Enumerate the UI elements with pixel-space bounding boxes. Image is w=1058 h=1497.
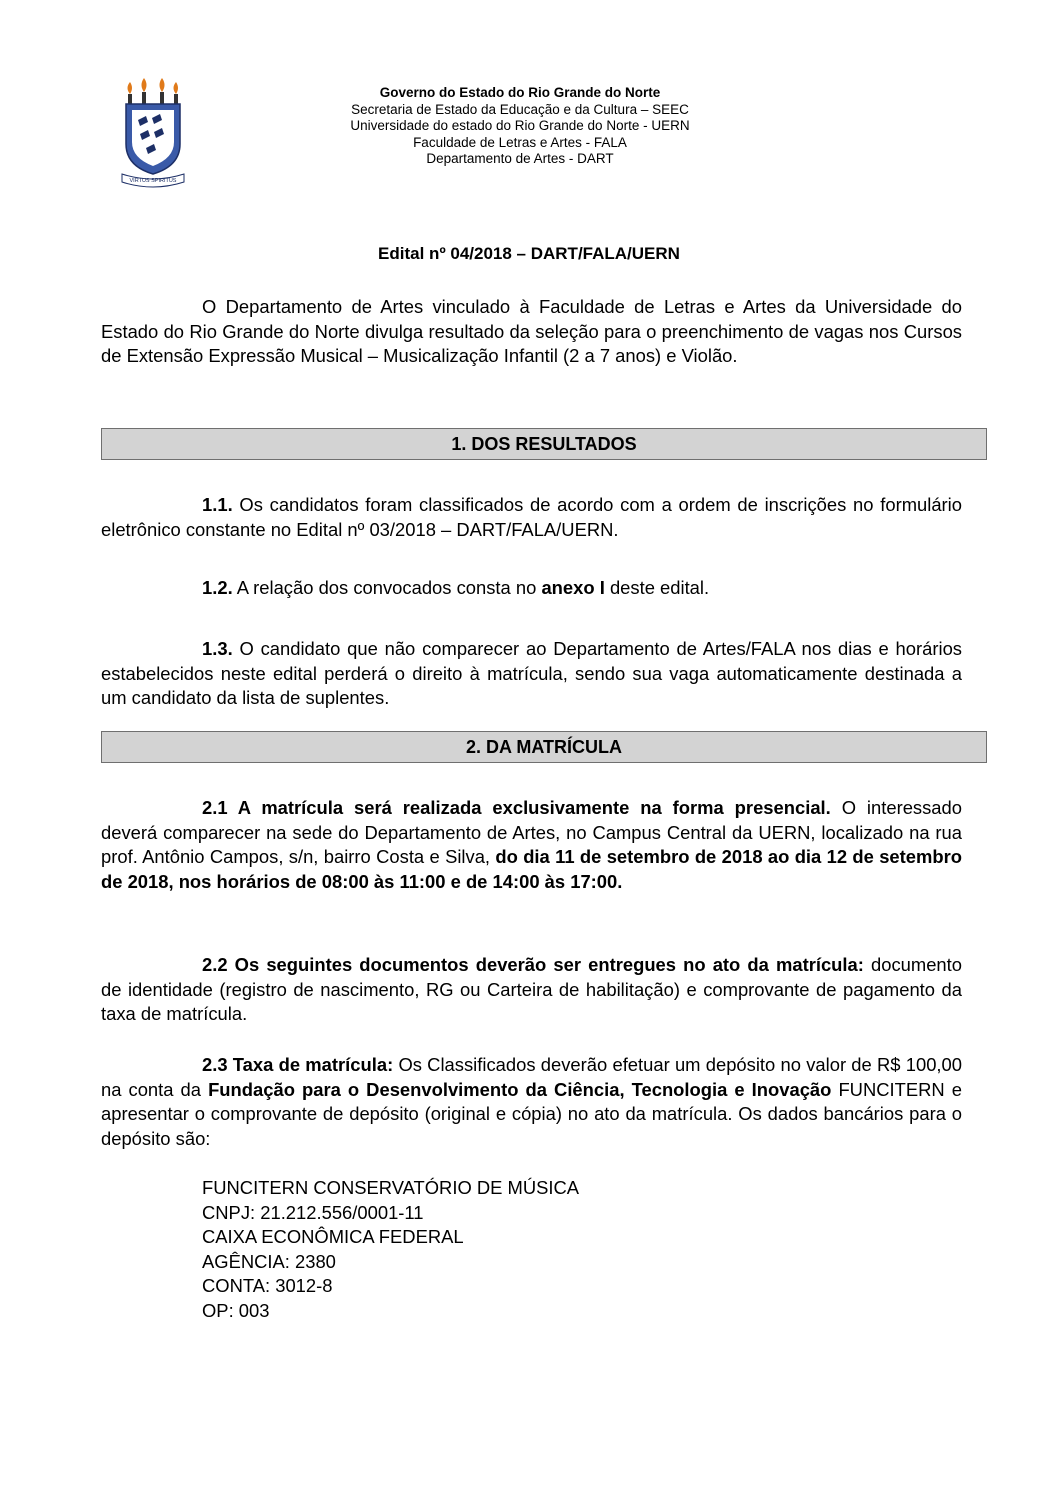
university-crest-logo <box>120 76 186 188</box>
paragraph-2-3-foundation: Fundação para o Desenvolvimento da Ciência, Tecnologia e Inovação <box>208 1078 832 1100</box>
paragraph-2-1 <box>101 796 962 894</box>
bank-account-name: FUNCITERN CONSERVATÓRIO DE MÚSICA <box>202 1177 580 1198</box>
paragraph-1-3 <box>101 637 962 711</box>
bank-operation: OP: 003 <box>202 1299 270 1321</box>
paragraph-1-2-text-a: A relação dos convocados consta no <box>232 577 542 598</box>
paragraph-1-3-text: O candidato que não comparecer ao Departamento de Artes/FALA nos dias e horários estabelecidos neste edital perderá o direito à matrícula, sendo sua vaga automaticamente destinada a um candidato da lista de suplentes. <box>101 638 962 708</box>
paragraph-2-2 <box>101 953 962 1027</box>
institution-header <box>240 85 800 168</box>
paragraph-2-3-lead: 2.3 Taxa de matrícula: <box>202 1054 394 1075</box>
paragraph-1-1-number: 1.1. <box>202 494 233 515</box>
header-line-3: Universidade do estado do Rio Grande do Norte - UERN <box>350 118 690 134</box>
bank-account: CONTA: 3012-8 <box>202 1275 333 1296</box>
paragraph-2-2-text: documento de identidade (registro de nascimento, RG ou Carteira de habilitação) e comprovante de pagamento da taxa de matrícula. <box>101 954 962 1024</box>
paragraph-1-1 <box>101 493 962 542</box>
paragraph-2-1-text: O interessado deverá comparecer na sede do Departamento de Artes, no Campus Central da UERN, localizado na rua prof. Antônio Campos, s/n, bairro Costa e Silva, <box>101 797 962 867</box>
crest-motto: VIRTUS SPIRITUS <box>129 178 177 184</box>
bank-agency: AGÊNCIA: 2380 <box>202 1250 336 1272</box>
paragraph-2-3 <box>101 1053 962 1151</box>
header-line-1: Governo do Estado do Rio Grande do Norte <box>379 85 661 100</box>
paragraph-2-3-text-b: FUNCITERN e apresentar o comprovante de depósito (original e cópia) no ato da matrícula. Os dados bancários para o depósito são: <box>101 1078 962 1149</box>
section-2-heading: 2. DA MATRÍCULA <box>101 731 987 763</box>
paragraph-2-1-dates: do dia 11 de setembro de 2018 ao dia 12 de setembro de 2018, nos horários de 08:00 às 11:00 e de 14:00 às 17:00. <box>101 846 962 892</box>
paragraph-1-2-number: 1.2. <box>202 577 233 598</box>
header-line-4: Faculdade de Letras e Artes - FALA <box>413 134 627 150</box>
header-line-5: Departamento de Artes - DART <box>426 151 614 167</box>
document-title: Edital nº 04/2018 – DART/FALA/UERN <box>378 244 680 263</box>
paragraph-1-2-text-b: deste edital. <box>604 577 710 598</box>
paragraph-1-2 <box>101 576 962 601</box>
paragraph-2-3-text-a: Os Classificados deverão efetuar um depósito no valor de R$ 100,00 na conta da <box>101 1054 962 1100</box>
paragraph-1-3-number: 1.3. <box>202 638 233 659</box>
header-line-2: Secretaria de Estado da Educação e da Cultura – SEEC <box>351 101 689 117</box>
bank-details <box>202 1176 579 1323</box>
bank-cnpj: CNPJ: 21.212.556/0001-11 <box>202 1201 424 1223</box>
paragraph-1-1-text: Os candidatos foram classificados de acordo com a ordem de inscrições no formulário eletrônico constante no Edital nº 03/2018 – DART/FALA/UERN. <box>101 494 962 540</box>
section-1-heading: 1. DOS RESULTADOS <box>101 428 987 460</box>
bank-name: CAIXA ECONÔMICA FEDERAL <box>202 1226 464 1247</box>
intro-text: O Departamento de Artes vinculado à Faculdade de Letras e Artes da Universidade do Estado do Rio Grande do Norte divulga resultado da seleção para o preenchimento de vagas nos Cursos de Extensão Expressão Musical – Musicalização Infantil (2 a 7 anos) e Violão. <box>101 296 962 366</box>
paragraph-2-2-lead: 2.2 Os seguintes documentos deverão ser entregues no ato da matrícula: <box>202 954 864 975</box>
intro-paragraph <box>101 295 962 369</box>
paragraph-2-1-lead: 2.1 A matrícula será realizada exclusivamente na forma presencial. <box>202 797 831 818</box>
paragraph-1-2-annex: anexo I <box>541 577 605 598</box>
